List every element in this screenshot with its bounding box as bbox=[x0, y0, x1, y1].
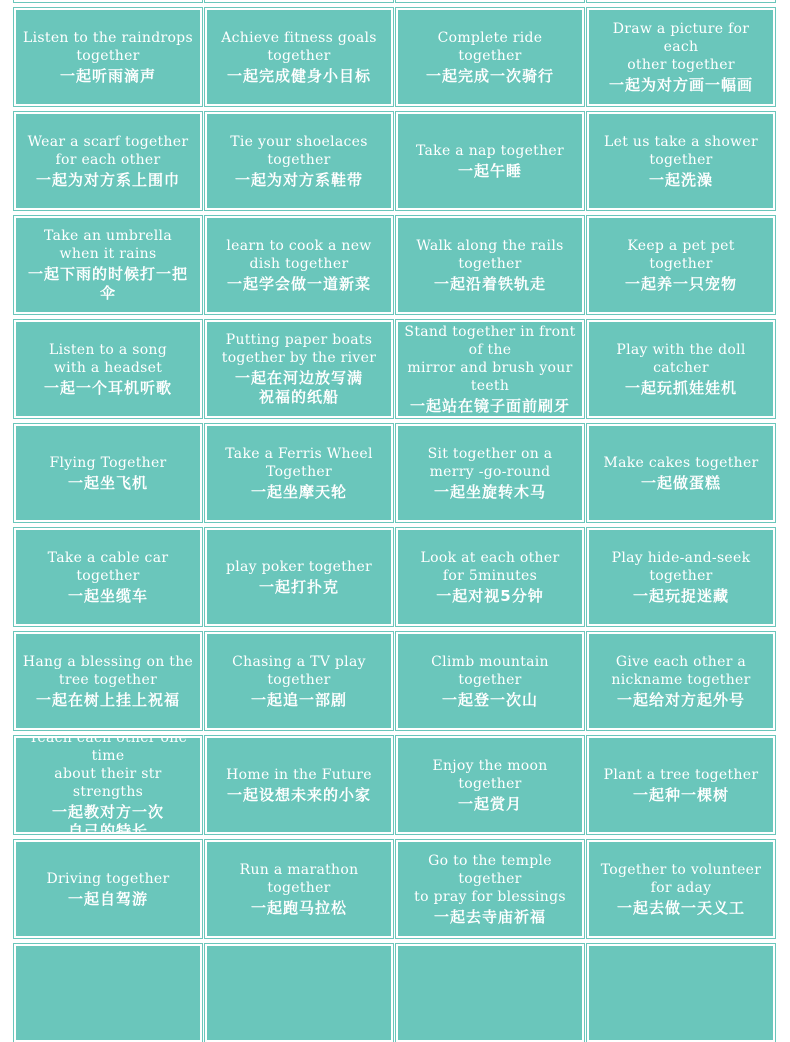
activity-chinese: 一起在河边放写满 祝福的纸船 bbox=[234, 369, 363, 406]
activity-english: Home in the Future bbox=[226, 766, 372, 783]
activity-card bbox=[396, 8, 584, 106]
activity-card bbox=[14, 632, 202, 730]
activity-chinese: 一起完成健身小目标 bbox=[226, 66, 371, 85]
activity-english: Take a nap together bbox=[415, 142, 564, 159]
activity-card bbox=[587, 0, 775, 2]
card-grid bbox=[14, 0, 775, 1042]
activity-english: Sit together on a merry -go-round bbox=[427, 445, 553, 480]
activity-english: Tie your shoelaces together bbox=[230, 133, 368, 168]
activity-card bbox=[587, 112, 775, 210]
activity-english: Run a marathon together bbox=[239, 861, 359, 896]
activity-english: Go to the temple together to pray for blessings bbox=[414, 852, 566, 905]
activity-chinese: 一起洗澡 bbox=[648, 170, 713, 189]
activity-card bbox=[205, 320, 393, 418]
activity-card bbox=[396, 736, 584, 834]
activity-english: Flying Together bbox=[49, 454, 167, 471]
activity-card bbox=[205, 8, 393, 106]
activity-chinese: 一起设想未来的小家 bbox=[226, 785, 371, 804]
activity-chinese: 一起为对方系鞋带 bbox=[234, 170, 363, 189]
activity-card bbox=[14, 0, 202, 2]
activity-card bbox=[14, 840, 202, 938]
activity-card bbox=[396, 840, 584, 938]
activity-chinese: 一起坐摩天轮 bbox=[250, 482, 347, 501]
activity-chinese: 一起为对方画一幅画 bbox=[608, 75, 753, 94]
activity-chinese: 一起坐缆车 bbox=[67, 586, 148, 605]
activity-english: Play with the doll catcher bbox=[616, 341, 746, 376]
activity-card bbox=[205, 112, 393, 210]
activity-chinese: 一起坐飞机 bbox=[67, 473, 148, 492]
activity-card bbox=[205, 0, 393, 2]
activity-card bbox=[205, 216, 393, 314]
activity-english: Achieve fitness goals together bbox=[221, 29, 377, 64]
activity-chinese: 一起种一棵树 bbox=[632, 785, 729, 804]
activity-english: Take a cable car together bbox=[47, 549, 169, 584]
activity-card bbox=[587, 320, 775, 418]
activity-card bbox=[587, 632, 775, 730]
activity-chinese: 一起养一只宠物 bbox=[624, 274, 737, 293]
activity-card bbox=[205, 944, 393, 1042]
activity-card bbox=[205, 632, 393, 730]
activity-card bbox=[14, 112, 202, 210]
activity-card bbox=[587, 840, 775, 938]
activity-chinese: 一起在树上挂上祝福 bbox=[35, 690, 180, 709]
activity-card bbox=[396, 320, 584, 418]
activity-chinese: 一起下雨的时候打一把伞 bbox=[27, 265, 188, 302]
activity-card bbox=[396, 632, 584, 730]
activity-chinese: 一起完成一次骑行 bbox=[425, 66, 554, 85]
activity-card bbox=[205, 840, 393, 938]
activity-chinese: 一起学会做一道新菜 bbox=[226, 274, 371, 293]
activity-card bbox=[396, 0, 584, 2]
activity-chinese: 一起打扑克 bbox=[258, 577, 339, 596]
activity-card bbox=[396, 216, 584, 314]
activity-card bbox=[396, 424, 584, 522]
activity-english: Take a Ferris Wheel Together bbox=[225, 445, 373, 480]
activity-card bbox=[14, 320, 202, 418]
activity-card bbox=[587, 736, 775, 834]
activity-card bbox=[205, 424, 393, 522]
activity-english: Listen to a song with a headset bbox=[48, 341, 168, 376]
activity-english: Putting paper boats together by the river bbox=[221, 332, 377, 366]
activity-english: Let us take a shower together bbox=[604, 133, 758, 168]
activity-english: Look at each other for 5minutes bbox=[420, 549, 560, 584]
activity-chinese: 一起自驾游 bbox=[67, 889, 148, 908]
activity-chinese: 一起去做一天义工 bbox=[616, 898, 745, 917]
activity-english: Climb mountain together bbox=[431, 653, 549, 688]
activity-card bbox=[587, 528, 775, 626]
activity-chinese: 一起跑马拉松 bbox=[250, 898, 347, 917]
activity-card bbox=[205, 528, 393, 626]
activity-chinese: 一起追一部剧 bbox=[250, 690, 347, 709]
activity-english: Play hide-and-seek together bbox=[611, 549, 751, 584]
activity-chinese: 一起玩抓娃娃机 bbox=[624, 378, 737, 397]
activity-card bbox=[205, 736, 393, 834]
activity-chinese: 一起午睡 bbox=[457, 161, 522, 180]
activity-card bbox=[396, 112, 584, 210]
activity-card bbox=[587, 944, 775, 1042]
activity-english: Listen to the raindrops together bbox=[23, 29, 193, 64]
activity-english: Together to volunteer for aday bbox=[600, 861, 762, 896]
activity-chinese: 一起去寺庙祈福 bbox=[433, 907, 546, 926]
activity-card bbox=[396, 528, 584, 626]
activity-card bbox=[587, 424, 775, 522]
activity-chinese: 一起赏月 bbox=[457, 794, 522, 813]
activity-card bbox=[14, 528, 202, 626]
activity-english: Chasing a TV play together bbox=[232, 653, 366, 688]
activity-english: play poker together bbox=[225, 558, 373, 575]
activity-english: Give each other a nickname together bbox=[611, 653, 751, 688]
activity-chinese: 一起坐旋转木马 bbox=[433, 482, 546, 501]
activity-chinese: 一起对视5分钟 bbox=[436, 586, 544, 605]
activity-card bbox=[14, 730, 202, 840]
activity-chinese: 一起沿着铁轨走 bbox=[433, 274, 546, 293]
activity-chinese: 一起登一次山 bbox=[441, 690, 538, 709]
activity-english: learn to cook a new dish together bbox=[226, 237, 372, 272]
activity-chinese: 一起为对方系上围巾 bbox=[35, 170, 180, 189]
activity-english: Enjoy the moon together bbox=[432, 757, 548, 792]
activity-english: Hang a blessing on the tree together bbox=[22, 653, 194, 688]
activity-english: Stand together in front of the mirror and brush your teeth bbox=[404, 323, 576, 394]
activity-english: Plant a tree together bbox=[603, 766, 759, 783]
activity-card bbox=[14, 424, 202, 522]
activity-english: Walk along the rails together bbox=[416, 237, 564, 272]
activity-english: Make cakes together bbox=[603, 454, 759, 471]
activity-card bbox=[587, 216, 775, 314]
activity-english: Keep a pet pet together bbox=[627, 237, 735, 272]
activity-english: Teach each other one time about their str strengths bbox=[28, 730, 188, 800]
activity-chinese: 一起一个耳机听歌 bbox=[43, 378, 172, 397]
activity-english: Draw a picture for each other together bbox=[612, 20, 750, 73]
activity-chinese: 一起听雨滴声 bbox=[59, 66, 156, 85]
activity-chinese: 一起站在镜子面前刷牙 bbox=[409, 396, 570, 415]
activity-card bbox=[14, 944, 202, 1042]
activity-chinese: 一起给对方起外号 bbox=[616, 690, 745, 709]
activity-card bbox=[14, 216, 202, 314]
activity-card bbox=[14, 8, 202, 106]
activity-chinese: 一起做蛋糕 bbox=[640, 473, 721, 492]
activity-card bbox=[396, 944, 584, 1042]
activity-english: Driving together bbox=[46, 870, 170, 887]
activity-chinese: 一起教对方一次 自己的特长 bbox=[51, 803, 164, 840]
activity-english: Complete ride together bbox=[437, 29, 543, 64]
activity-english: Take an umbrella when it rains bbox=[44, 228, 172, 262]
activity-card bbox=[587, 8, 775, 106]
activity-english: Wear a scarf together for each other bbox=[27, 133, 189, 168]
activity-chinese: 一起玩捉迷藏 bbox=[632, 586, 729, 605]
